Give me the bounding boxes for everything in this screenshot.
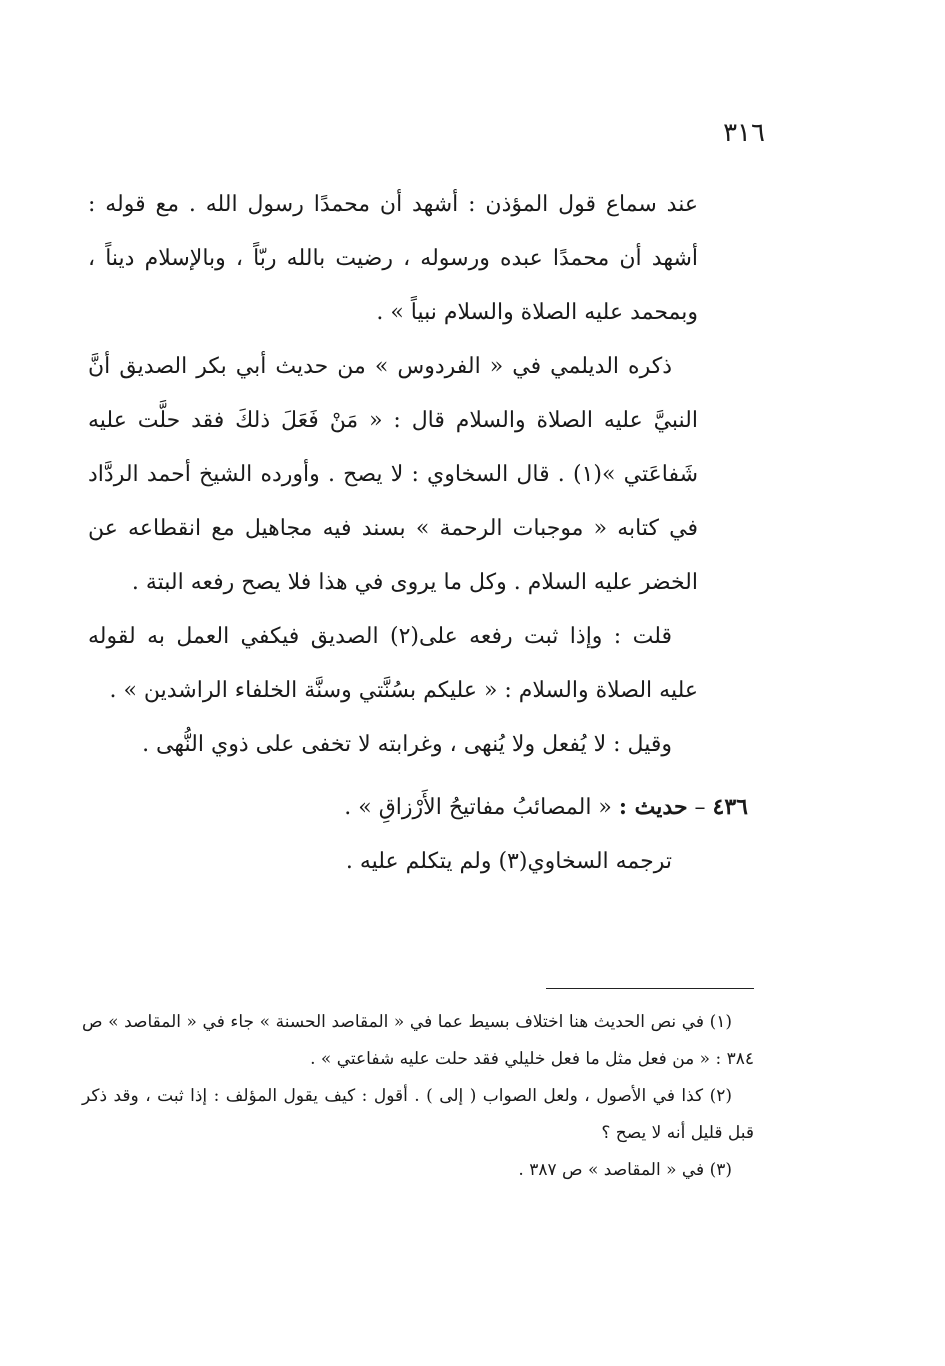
footnotes — [82, 1004, 754, 1189]
page-number: ٣١٦ — [723, 118, 765, 148]
main-text — [88, 178, 748, 889]
entry-heading — [88, 780, 748, 835]
paragraph: ذكره الديلمي في « الفردوس » من حديث أبي بكر الصديق أنَّ النبيَّ عليه الصلاة والسلام قال : « مَنْ فَعَلَ ذلكَ فقد حلَّت عليه شَفاعَتي »(١) . قال السخاوي : لا يصح . وأورده الشيخ أحمد الردَّاد في كتابه « موجبات الرحمة » بسند فيه مجاهيل مع انقطاعه عن الخضر عليه السلام . وكل ما يروى في هذا فلا يصح رفعه البتة . — [88, 354, 699, 595]
paragraph: قلت : وإذا ثبت رفعه على(٢) الصديق فيكفي العمل به لقوله عليه الصلاة والسلام : « عليكم بسُنَّتي وسنَّة الخلفاء الراشدين » . — [88, 624, 698, 703]
hadith-entry — [88, 780, 748, 889]
footnote: (٣) في « المقاصد » ص ٣٨٧ . — [518, 1160, 732, 1180]
entry-subtext: ترجمه السخاوي(٣) ولم يتكلم عليه . — [345, 849, 672, 874]
entry-label: حديث : — [618, 794, 688, 820]
footnote: (١) في نص الحديث هنا اختلاف بسيط عما في « المقاصد الحسنة » جاء في « المقاصد » ص ٣٨٤ : « من فعل مثل ما فعل خليلي فقد حلت عليه شفاعتي » . — [82, 1012, 754, 1069]
entry-text: « المصائبُ مفاتيحُ الأَرْزاقِ » . — [344, 795, 612, 820]
paragraph: عند سماع قول المؤذن : أشهد أن محمدًا رسول الله . مع قوله : أشهد أن محمدًا عبده ورسوله ، رضيت بالله ربّاً ، وبالإسلام ديناً ، وبمحمد عليه الصلاة والسلام نبياً » . — [88, 192, 698, 325]
footnote-divider — [546, 988, 754, 989]
footnote: (٢) كذا في الأصول ، ولعل الصواب ( إلى ) . أقول : كيف يقول المؤلف : إذا ثبت ، وقد ذكر قبل قليل أنه لا يصح ؟ — [82, 1086, 754, 1143]
entry-number: ٤٣٦ — [712, 794, 748, 820]
entry-dash: – — [694, 795, 706, 820]
paragraph: وقيل : لا يُفعل ولا يُنهى ، وغرابته لا تخفى على ذوي النُّهى . — [142, 732, 672, 757]
